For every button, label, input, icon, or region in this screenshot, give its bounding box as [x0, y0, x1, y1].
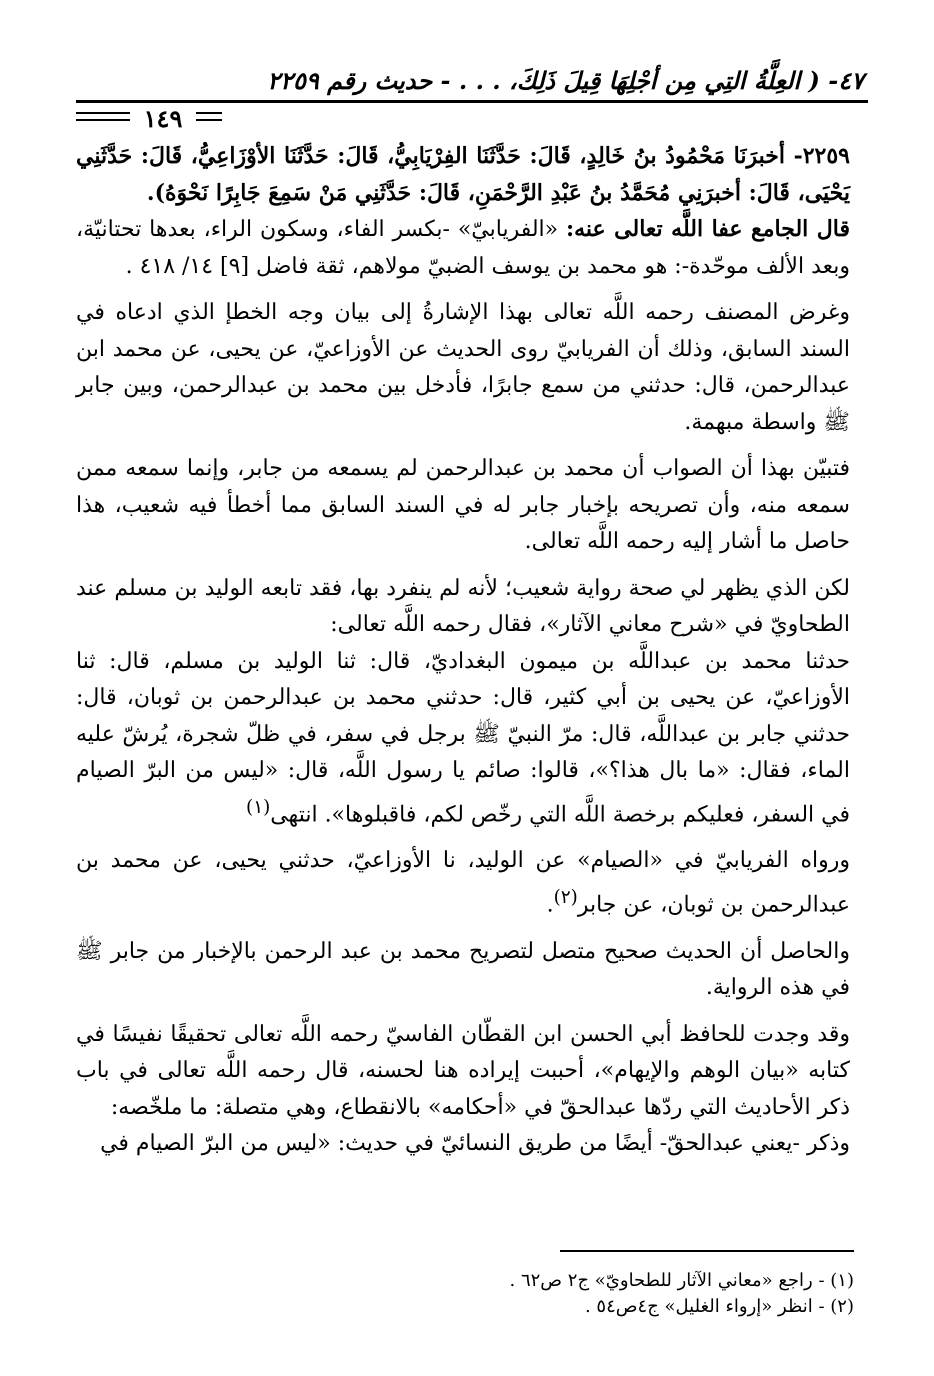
- paragraph: والحاصل أن الحديث صحيح متصل لتصريح محمد بن عبد الرحمن بالإخبار من جابر ﷺ في هذه الرواية.: [76, 938, 850, 1001]
- compiler-lead: قال الجامع عفا اللَّه تعالى عنه:: [565, 216, 850, 242]
- footnote-1: (١) - راجع «معاني الآثار للطحاويّ» ج٢ ص٦٢ .: [509, 1270, 854, 1291]
- paragraph: ورواه الفريابيّ في «الصيام» عن الوليد، نا الأوزاعيّ، حدثني يحيى، عن محمد بن عبدالرحمن بن ثوبان، عن جابر$^{(٢)}$.: [76, 848, 850, 918]
- paragraph-text: حدثنا محمد بن عبداللَّه بن ميمون البغداديّ، قال: ثنا الوليد بن مسلم، قال: ثنا الأوزاعيّ، عن يحيى بن أبي كثير، قال: حدثني محمد بن عبدالرحمن بن ثوبان، قال: حدثني جابر بن عبداللَّه، قال: مرّ النبيّ ﷺ برجل في سفر، في ظلّ شجرة، يُرشّ عليه الماء، فقال: «ما بال هذا؟»، قالوا: صائم يا رسول اللَّه، قال: «ليس من البرّ الصيام في السفر، فعليكم برخصة اللَّه التي رخّص لكم، فاقبلوها». انتهى: [76, 648, 850, 827]
- main-text: [76, 138, 850, 1163]
- footnotes: [180, 1268, 854, 1320]
- commentary-text: «الفريابيّ» -بكسر الفاء، وسكون الراء، بعدها تحتانيّة، وبعد الألف موحّدة-: هو محمد بن يوسف الضبيّ مولاهم، ثقة فاضل [٩] ١٤/ ٤١٨ .: [76, 217, 850, 279]
- page-number: ١٤٩: [143, 104, 183, 133]
- commentary-paragraph: [76, 211, 850, 285]
- paragraph: [76, 644, 850, 834]
- paragraph: وذكر -يعني عبدالحقّ- أيضًا من طريق النسائيّ في حديث: «ليس من البرّ الصيام في: [100, 1131, 850, 1157]
- footnote-separator: [560, 1250, 854, 1252]
- footnote-ref[interactable]: (١): [246, 796, 271, 818]
- paragraph: فتبيّن بهذا أن الصواب أن محمد بن عبدالرحمن لم يسمعه من جابر، وإنما سمعه ممن سمعه منه، وأن تصريحه بإخبار جابر له في السند السابق مما أخطأ فيه شعيب، هذا حاصل ما أشار إليه رحمه اللَّه تعالى.: [76, 456, 850, 554]
- hadith-text: ٢٢٥٩- أخبرَنَا مَحْمُودُ بنُ خَالِدٍ، قَالَ: حَدَّثَنَا الفِرْيَابِيُّ، قَالَ: حَدَّثَنَا الأوْزَاعِيُّ، قَالَ: حَدَّثَنِي يَحْيَى، قَالَ: أخبرَنِي مُحَمَّدُ بنُ عَبْدِ الرَّحْمَنِ، قَالَ: حَدَّثَنِي مَنْ سَمِعَ جَابِرًا نَحْوَهُ).: [76, 143, 850, 206]
- footnote-2: (٢) - انظر «إرواء الغليل» ج٤ص٥٤ .: [584, 1296, 854, 1317]
- paragraph: وغرض المصنف رحمه اللَّه تعالى بهذا الإشارةُ إلى بيان وجه الخطإ الذي ادعاه في السند السابق، وذلك أن الفريابيّ روى الحديث عن الأوزاعيّ، عن يحيى، عن محمد ابن عبدالرحمن، قال: حدثني من سمع جابرًا، فأدخل بين محمد بن عبدالرحمن، وبين جابر ﷺ واسطة مبهمة.: [76, 300, 850, 435]
- running-header: ٤٧- ( العِلَّةُ التِي مِن أجْلِهَا قِيلَ ذَلِكَ، . . . - حديث رقم ٢٢٥٩: [267, 66, 864, 95]
- paragraph: وقد وجدت للحافظ أبي الحسن ابن القطّان الفاسيّ رحمه اللَّه تعالى تحقيقًا نفيسًا في كتابه «بيان الوهم والإيهام»، أحببت إيراده هنا لحسنه، قال رحمه اللَّه تعالى في باب ذكر الأحاديث التي ردّها عبدالحقّ في «أحكامه» بالانقطاع، وهي متصلة: ما ملخّصه:: [76, 1021, 850, 1120]
- paragraph-text: ورواه الفريابيّ في «الصيام» عن الوليد، نا الأوزاعيّ، حدثني يحيى، عن محمد بن عبدالرحمن بن ثوبان، عن جابر: [76, 848, 850, 918]
- footnote-ref[interactable]: (٢): [553, 886, 578, 908]
- header-rule: [76, 100, 868, 103]
- paragraph: لكن الذي يظهر لي صحة رواية شعيب؛ لأنه لم ينفرد بها، فقد تابعه الوليد بن مسلم عند الطحاويّ في «شرح معاني الآثار»، فقال رحمه اللَّه تعالى:: [76, 575, 850, 637]
